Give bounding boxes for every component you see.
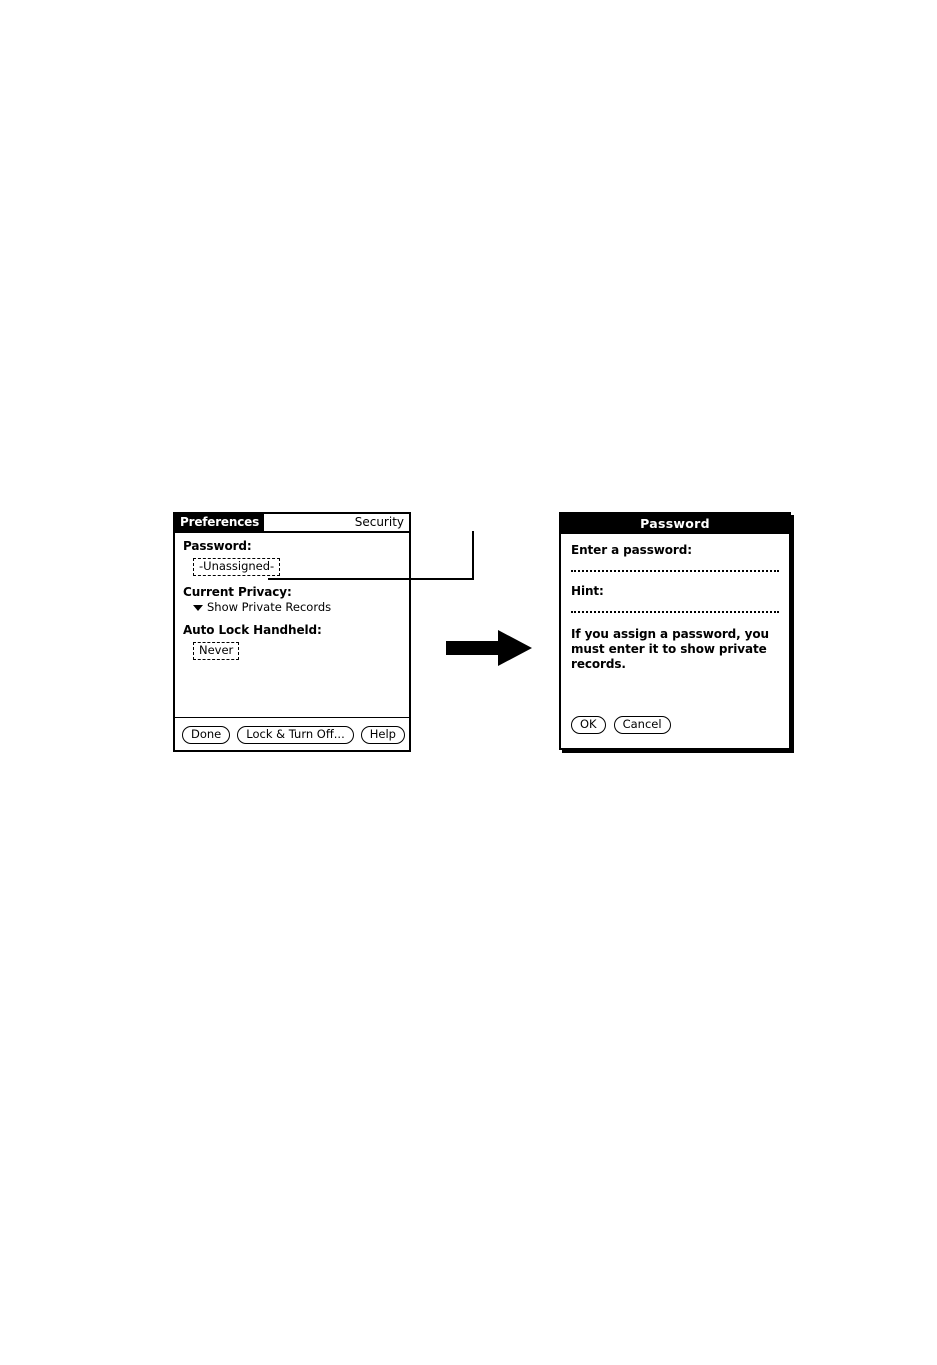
ok-button[interactable]: OK: [571, 716, 606, 734]
button-bar: [175, 726, 409, 744]
app-title[interactable]: Preferences: [175, 514, 264, 531]
chevron-down-icon: [193, 605, 203, 611]
done-button[interactable]: Done: [182, 726, 230, 744]
password-label: Password:: [183, 539, 252, 553]
dialog-body: [561, 534, 789, 746]
password-dialog: [559, 512, 791, 750]
current-privacy-value: Show Private Records: [207, 600, 332, 614]
callout-leader-line: [268, 531, 478, 583]
hint-input[interactable]: [571, 610, 779, 613]
category-title[interactable]: Security: [354, 515, 404, 529]
auto-lock-value-field[interactable]: Never: [193, 642, 239, 660]
lock-and-turn-off-button[interactable]: Lock & Turn Off...: [237, 726, 353, 744]
cancel-button[interactable]: Cancel: [614, 716, 671, 734]
right-arrow-icon: [446, 630, 532, 666]
dialog-note: If you assign a password, you must enter it to show private records.: [571, 627, 769, 671]
dialog-title: Password: [561, 514, 789, 534]
enter-password-label: Enter a password:: [571, 543, 692, 557]
password-input[interactable]: [571, 569, 779, 572]
help-button[interactable]: Help: [361, 726, 405, 744]
auto-lock-label: Auto Lock Handheld:: [183, 623, 322, 637]
button-bar-divider: [175, 717, 409, 718]
current-privacy-picker[interactable]: [193, 601, 409, 614]
hint-label: Hint:: [571, 584, 604, 598]
current-privacy-label: Current Privacy:: [183, 585, 292, 599]
password-value-field[interactable]: -Unassigned-: [193, 558, 280, 576]
dialog-button-bar: [571, 716, 671, 734]
